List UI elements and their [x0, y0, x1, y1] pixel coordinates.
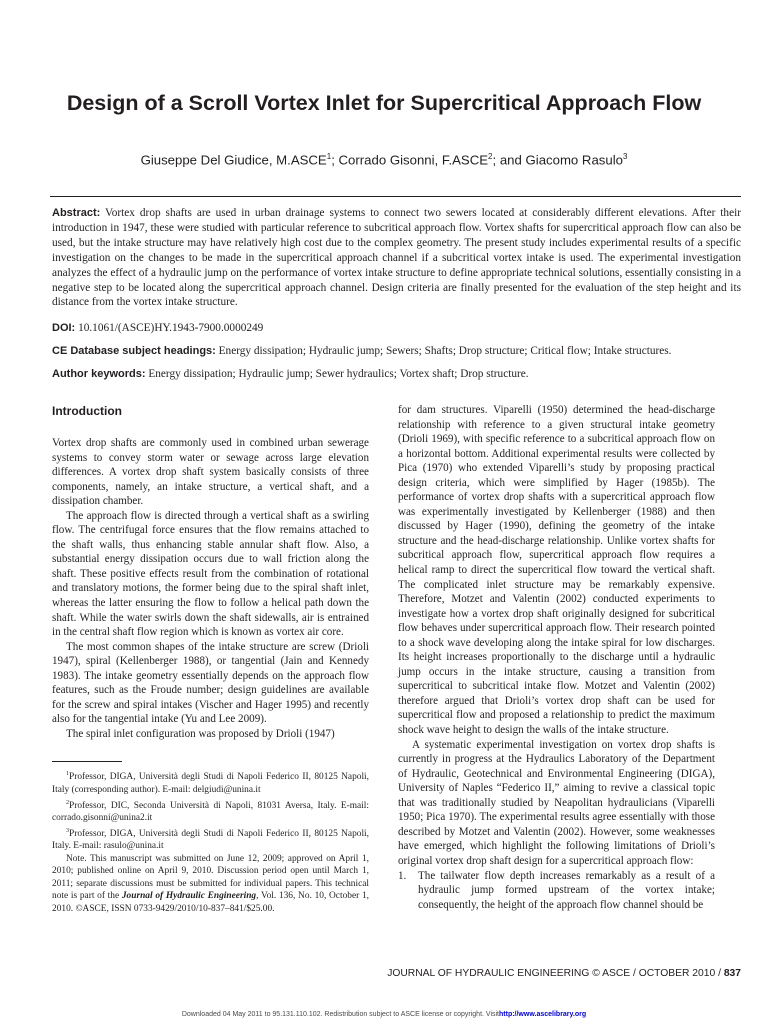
abstract-label: Abstract: — [52, 207, 101, 219]
doi-label: DOI: — [52, 322, 76, 334]
footnote-text: Professor, DIGA, Università degli Studi di Napoli Federico II, 80125 Napoli, Italy (corresponding author). E-mail: delgiudi@unina.it — [52, 772, 369, 796]
author-keywords-value: Energy dissipation; Hydraulic jump; Sewer hydraulics; Vortex shaft; Drop structure. — [148, 368, 529, 380]
download-notice — [0, 1011, 768, 1018]
list-item — [398, 869, 715, 913]
author-name: Giacomo Rasulo — [525, 152, 623, 168]
list-item-number: 1. — [398, 869, 407, 882]
footnote-mark: 1 — [66, 771, 69, 778]
footnote-text: Professor, DIGA, Università degli Studi di Napoli Federico II, 80125 Napoli, Italy. E-mail: rasulo@unina.it — [52, 828, 369, 852]
header-divider — [50, 196, 741, 197]
footnote — [52, 825, 369, 853]
footnotes — [52, 768, 369, 915]
left-column — [52, 403, 369, 915]
author-keywords-line — [52, 367, 741, 382]
note-tail: , Vol. 136, No. 10, October 1, 2010. ©ASCE, ISSN 0733-9429/2010/10-837–841/$25.00. — [52, 891, 369, 914]
doi-value: 10.1061/(ASCE)HY.1943-7900.0000249 — [78, 322, 264, 334]
abstract — [52, 206, 741, 310]
doi-line — [52, 321, 741, 336]
footnote-divider — [52, 761, 122, 762]
author-separator: ; — [331, 152, 339, 168]
body-paragraph: A systematic experimental investigation on vortex drop shafts is currently in progress at the Hydraulics Laboratory of the Department of Hydraulic, Geotechnical and Environmental Engineering (DIGA), University of Naples “Federico II,” aiming to revive a classical topic that was traditionally studied by Neapolitan hydraulicians (Viparelli 1950; Pica 1970). The experimental results agree essentially with those described by Motzet and Valentin (2002). However, some weaknesses have emerged, which highlight the following limitations of Drioli’s original vortex drop shaft design for a supercritical approach flow: — [398, 738, 715, 867]
body-paragraph: Vortex drop shafts are commonly used in combined urban sewerage systems to convey storm water or sewage across large elevation differences. A vortex drop shaft system basically consists of three components, namely, an intake structure, a vertical shaft, and a dissipation chamber. — [52, 437, 369, 508]
journal-name: Journal of Hydraulic Engineering — [121, 891, 257, 902]
footnote-mark: 2 — [66, 799, 69, 806]
manuscript-note — [52, 853, 369, 916]
author-keywords-label: Author keywords: — [52, 368, 146, 380]
running-footer — [387, 968, 741, 979]
limitations-list — [398, 869, 715, 913]
right-column — [398, 403, 715, 912]
note-text: Note. This manuscript was submitted on June 12, 2009; approved on April 1, 2010; published online on April 9, 2010. Discussion period open until March 1, 2011; separate discussions must be submitted for individual papers. This technical note is part of the — [52, 853, 369, 902]
subject-headings-label: CE Database subject headings: — [52, 345, 216, 357]
abstract-text: Vortex drop shafts are used in urban drainage systems to connect two sewers located at considerably different elevations. After their introduction in 1947, these were studied with particular reference to subcritical approach flow. Vortex shafts for supercritical approach flow can also be used, but the intake structure may have relatively high cost due to the complex geometry. The present study includes experimental results of a specific investigation on the changes to be made in the supercritical approach channel if a subcritical vortex intake is used. The experimental investigation analyzes the effect of a hydraulic jump on the performance of vortex intake structure to define appropriate technical solutions, essentially consisting in a negative step to be located along the supercritical approach channel. Design criteria are finally presented for the evaluation of the step height and its distance from the vortex intake structure. — [52, 207, 741, 309]
footnote-text: Professor, DIC, Seconda Università di Napoli, 81031 Aversa, Italy. E-mail: corrado.gisonni@unina2.it — [52, 800, 369, 824]
author-separator: ; and — [492, 152, 526, 168]
body-paragraph: for dam structures. Viparelli (1950) determined the head-discharge relationship with reference to a given structural intake geometry (Drioli 1969), with specific reference to a subcritical approach flow on a horizontal bottom. Additional experimental results were collected by Pica (1970) who extended Viparelli’s study by proposing practical design criteria, which were simplified by Hager (1985b). The performance of vortex drop shafts with a supercritical approach flow was experimentally investigated by Kellenberger (1988) and then discussed by Hager (1990), defining the geometry of the intake structure and the head-discharge relationship. Unlike vortex shafts for subcritical approach flow, supercritical approach flow requires a helical ramp to direct the supercritical flow toward the vertical shaft. The complicated inlet structure may be remarkably expensive. Therefore, Motzet and Valentin (2002) conducted experiments to investigate how a vortex drop shaft originally designed for subcritical flow behaves under supercritical approach flow. Their research pointed to a shock wave developing along the intake spiral for low discharges. Its height increases proportionally to the discharge until a hydraulic jump occurs in the intake structure, causing a transition from supercritical to subcritical intake flow. Motzet and Valentin (2002) therefore argued that Drioli’s vortex drop shaft can be used for supercritical flow and proposed a relationship to predict the maximum shock wave height to design the walls of the intake structure. — [398, 404, 715, 737]
paper-title: Design of a Scroll Vortex Inlet for Supercritical Approach Flow — [66, 91, 702, 115]
subject-headings-line — [52, 344, 741, 359]
body-paragraph: The most common shapes of the intake structure are screw (Drioli 1947), spiral (Kellenberger 1988), or tangential (Jain and Kennedy 1983). The intake geometry essentially depends on the approach flow features, such as the Froude number; design guidelines are available for the screw and spiral intakes (Vischer and Hager 1995) and recently also for the tangential intake (Yu and Lee 2009). — [52, 640, 369, 726]
download-notice-text: Downloaded 04 May 2011 to 95.131.110.102. Redistribution subject to ASCE license or copyright. Visit — [181, 1011, 499, 1018]
body-paragraph: The spiral inlet configuration was proposed by Drioli (1947) — [66, 727, 335, 740]
subject-headings-value: Energy dissipation; Hydraulic jump; Sewers; Shafts; Drop structure; Critical flow; Intake structures. — [218, 345, 672, 357]
author-name: Corrado Gisonni, F.ASCE — [338, 152, 489, 168]
ascelibrary-link[interactable]: http://www.ascelibrary.org — [499, 1011, 587, 1018]
list-item-text: The tailwater flow depth increases remarkably as a result of a hydraulic jump formed upstream of the vortex intake; consequently, the height of the approach flow channel should be — [418, 869, 715, 911]
page-number: 837 — [723, 968, 741, 979]
body-paragraph: The approach flow is directed through a vertical shaft as a swirling flow. The centrifugal force ensures that the flow remains attached to the shaft walls, thus enhancing stable annular shaft flow. Also, a substantial energy dissipation occurs due to wall friction along the shaft. These positive effects result from the combination of rotational and translatory motions, the former being due to the spiral shaft inlet, whereas the latter ensuring the flow to follow a helical path down the shaft. While the water swirls down the shaft sidewalls, air is entrained in the central shaft flow region which is known as vortex air core. — [52, 509, 369, 639]
author-affiliation-mark: 1 — [326, 152, 332, 161]
author-affiliation-mark: 2 — [488, 152, 493, 161]
footnote — [52, 768, 369, 796]
author-list — [60, 152, 708, 167]
footnote-mark: 3 — [66, 827, 69, 834]
author-affiliation-mark: 3 — [622, 152, 628, 161]
section-heading-introduction: Introduction — [52, 404, 122, 418]
footnote — [52, 797, 369, 825]
author-name: Giuseppe Del Giudice, M.ASCE — [140, 152, 327, 168]
journal-footer-text: JOURNAL OF HYDRAULIC ENGINEERING © ASCE / OCTOBER 2010 / — [387, 968, 724, 979]
